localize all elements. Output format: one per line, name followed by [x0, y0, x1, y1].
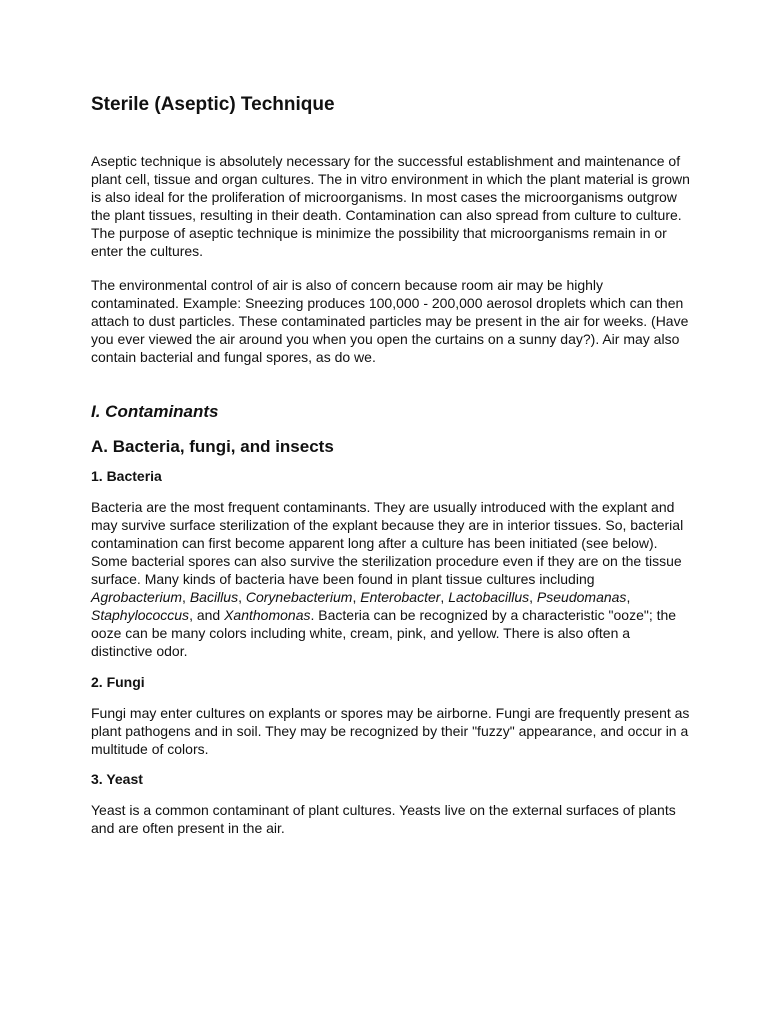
genus-name: Staphylococcus [91, 607, 190, 623]
intro-paragraph: Aseptic technique is absolutely necessary for the successful establishment and maintenance of plant cell, tissue and organ cultures. The in vitro environment in which the plant material is grown is also ideal for the proliferation of microorganisms. In most cases the microorganisms outgrow the plant tissues, resulting in their death. Contamination can also spread from culture to culture. The purpose of aseptic technique is minimize the possibility that microorganisms remain in or enter the cultures. [91, 153, 690, 259]
fungi-paragraph: Fungi may enter cultures on explants or spores may be airborne. Fungi are frequently present as plant pathogens and in soil. They may be recognized by their "fuzzy" appearance, and occur in a multitude of colors. [91, 705, 690, 757]
subsection-heading-bacteria-fungi-insects: A. Bacteria, fungi, and insects [91, 437, 334, 456]
genus-name: Bacillus [189, 589, 239, 605]
bacteria-text-outro: . Bacteria can be recognized by a characteristic "ooze"; the ooze can be many colors including white, cream, pink, and yellow. There is also often a distinctive odor. [91, 607, 677, 659]
heading-fungi: 2. Fungi [91, 674, 145, 690]
yeast-paragraph: Yeast is a common contaminant of plant cultures. Yeasts live on the external surfaces of plants and are often present in the air. [91, 802, 676, 836]
genus-name: Lactobacillus [448, 589, 530, 605]
genus-name: Xanthomonas [224, 607, 311, 623]
genus-name: Enterobacter [360, 589, 441, 605]
genus-name: Corynebacterium [245, 589, 353, 605]
genus-name: Pseudomanas [536, 589, 627, 605]
document-title: Sterile (Aseptic) Technique [91, 94, 335, 115]
list-separator: , [182, 589, 190, 605]
list-separator: , [238, 589, 246, 605]
air-control-paragraph: The environmental control of air is also of concern because room air may be highly contaminated. Example: Sneezing produces 100,000 - 200,000 aerosol droplets which can then attach to dust particles. These contaminated particles may be present in the air for weeks. (Have you ever viewed the air around you when you open the curtains on a sunny day?). Air may also contain bacterial and fungal spores, as do we. [91, 277, 689, 365]
heading-yeast: 3. Yeast [91, 771, 143, 787]
heading-bacteria: 1. Bacteria [91, 468, 162, 484]
list-separator: , [352, 589, 361, 605]
genus-name: Agrobacterium [91, 589, 183, 605]
section-heading-contaminants: I. Contaminants [91, 402, 219, 421]
list-separator: , [440, 589, 449, 605]
bacteria-paragraph [91, 498, 691, 660]
list-separator: , [626, 589, 631, 605]
list-separator: , [529, 589, 537, 605]
list-separator-last: , and [189, 607, 225, 623]
bacteria-text-intro: Bacteria are the most frequent contaminants. They are usually introduced with the explant and may survive surface sterilization of the explant because they are in interior tissues. So, bacterial contamination can first become apparent long after a culture has been initiated (see below). Some bacterial spores can also survive the sterilization procedure even if they are on the tissue surface. Many kinds of bacteria have been found in plant tissue cultures including [91, 499, 684, 587]
document-page [91, 93, 691, 837]
